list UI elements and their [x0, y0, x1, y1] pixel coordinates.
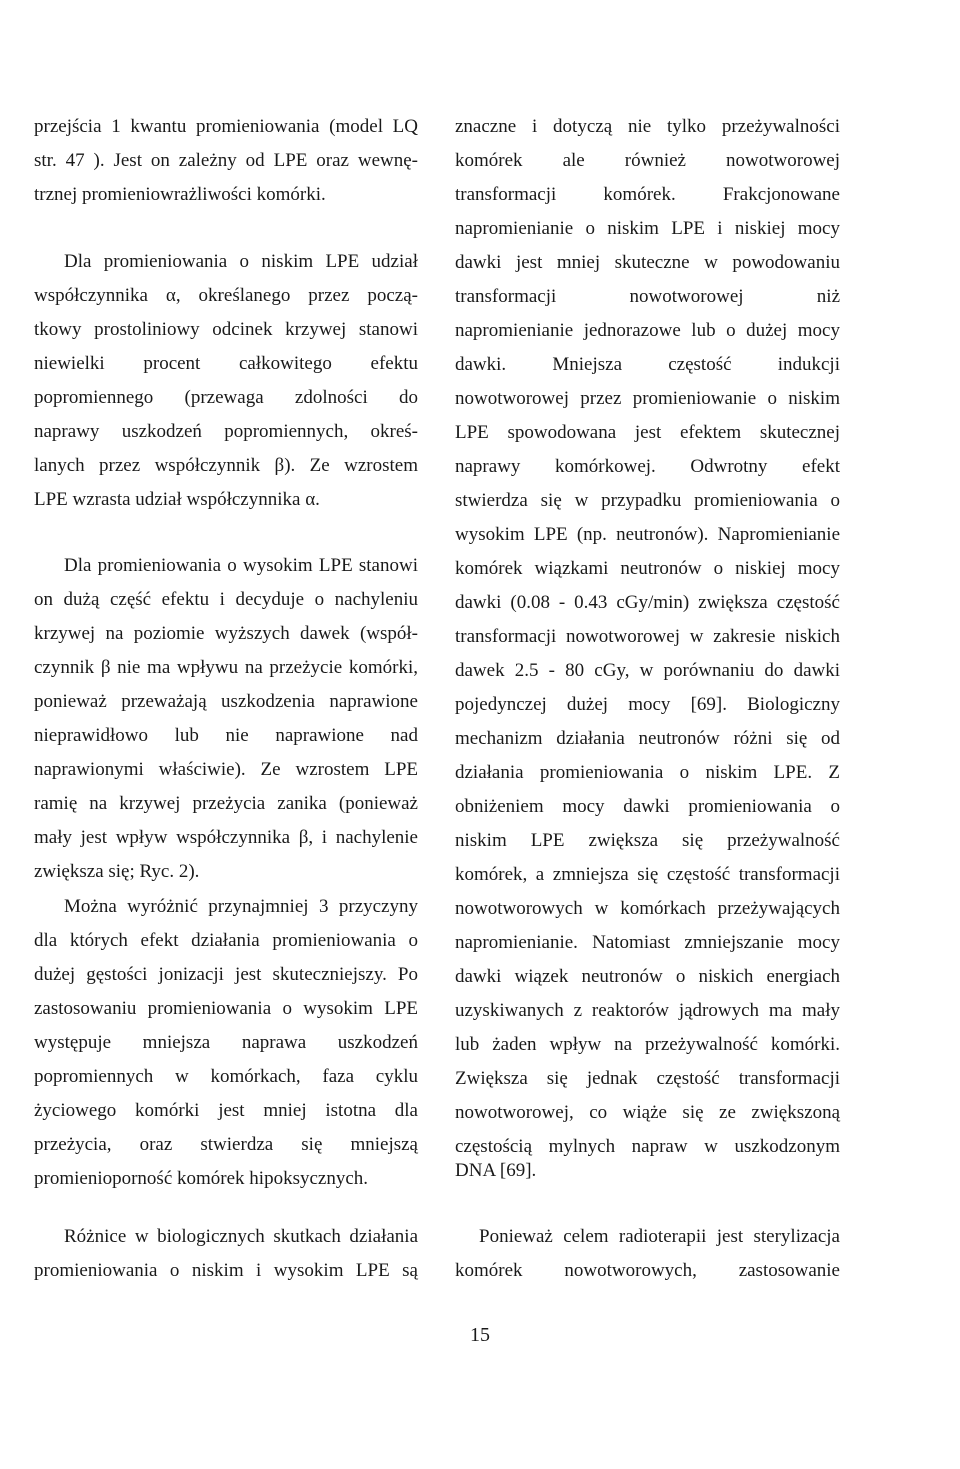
right-column-text-line: lub żaden wpływ na przeżywalność komórki. [455, 1034, 840, 1055]
right-column-text-line: niskim LPE zwiększa się przeżywalność [455, 830, 840, 851]
right-column-text-line: nowotworowych w komórkach przeżywających [455, 898, 840, 919]
right-column-text-line: LPE spowodowana jest efektem skutecznej [455, 422, 840, 443]
left-column-text-line: Różnice w biologicznych skutkach działania [64, 1226, 418, 1247]
right-column-text-line: transformacji komórek. Frakcjonowane [455, 184, 840, 205]
right-column-text-line: uzyskiwanych z reaktorów jądrowych ma mały [455, 1000, 840, 1021]
left-column-text-line: dużej gęstości jonizacji jest skuteczniejszy. Po [34, 964, 418, 985]
right-column-text-line: działania promieniowania o niskim LPE. Z [455, 762, 840, 783]
left-column-text-line: Dla promieniowania o wysokim LPE stanowi [64, 555, 418, 576]
left-column-text-line: nieprawidłowo lub nie naprawione nad [34, 725, 418, 746]
right-column-text-line: komórek, a zmniejsza się częstość transformacji [455, 864, 840, 885]
right-column-text-line: transformacji nowotworowej niż [455, 286, 840, 307]
right-column-text-line: pojedynczej dużej mocy [69]. Biologiczny [455, 694, 840, 715]
right-column-text-line: napromienianie o niskim LPE i niskiej mocy [455, 218, 840, 239]
left-column-text-line: naprawy uszkodzeń popromiennych, okreś- [34, 421, 418, 442]
left-column-text-line: popromiennych w komórkach, faza cyklu [34, 1066, 418, 1087]
right-column-text-line: dawki. Mniejsza częstość indukcji [455, 354, 840, 375]
right-column-text-line: komórek ale również nowotworowej [455, 150, 840, 171]
left-column-text-line: dla których efekt działania promieniowania o [34, 930, 418, 951]
left-column-text-line: przejścia 1 kwantu promieniowania (model LQ [34, 116, 418, 137]
right-column-text-line: Ponieważ celem radioterapii jest sterylizacja [479, 1226, 840, 1247]
right-column-text-line: komórek wiązkami neutronów o niskiej mocy [455, 558, 840, 579]
right-column-text-line: dawki (0.08 - 0.43 cGy/min) zwiększa częstość [455, 592, 840, 613]
left-column-text-line: zwiększa się; Ryc. 2). [34, 861, 200, 882]
left-column-text-line: popromiennego (przewaga zdolności do [34, 387, 418, 408]
right-column-text-line: napromienianie. Natomiast zmniejszanie mocy [455, 932, 840, 953]
left-column-text-line: ponieważ przeważają uszkodzenia naprawione [34, 691, 418, 712]
right-column-text-line: transformacji nowotworowej w zakresie niskich [455, 626, 840, 647]
left-column-text-line: życiowego komórki jest mniej istotna dla [34, 1100, 418, 1121]
left-column-text-line: naprawionymi właściwie). Ze wzrostem LPE [34, 759, 418, 780]
left-column-text-line: mały jest wpływ współczynnika β, i nachylenie [34, 827, 418, 848]
right-column-text-line: stwierdza się w przypadku promieniowania o [455, 490, 840, 511]
left-column-text-line: on dużą część efektu i decyduje o nachyleniu [34, 589, 418, 610]
left-column-text-line: str. 47 ). Jest on zależny od LPE oraz wewnę- [34, 150, 418, 171]
right-column-text-line: dawek 2.5 - 80 cGy, w porównaniu do dawki [455, 660, 840, 681]
right-column-text-line: nowotworowej, co wiąże się ze zwiększoną [455, 1102, 840, 1123]
left-column-text-line: występuje mniejsza naprawa uszkodzeń [34, 1032, 418, 1053]
right-column-text-line: częstością mylnych napraw w uszkodzonym [455, 1136, 840, 1157]
left-column-text-line: promienioporność komórek hipoksycznych. [34, 1168, 369, 1189]
right-column-text-line: wysokim LPE (np. neutronów). Napromienianie [455, 524, 840, 545]
left-column-text-line: niewielki procent całkowitego efektu [34, 353, 418, 374]
left-column-text-line: ramię na krzywej przeżycia zanika (ponieważ [34, 793, 418, 814]
right-column-text-line: znaczne i dotyczą nie tylko przeżywalności [455, 116, 840, 137]
left-column-text-line: LPE wzrasta udział współczynnika α. [34, 489, 320, 510]
right-column-text-line: Zwiększa się jednak częstość transformacji [455, 1068, 840, 1089]
left-column-text-line: Dla promieniowania o niskim LPE udział [64, 251, 418, 272]
left-column-text-line: krzywej na poziomie wyższych dawek (współ- [34, 623, 418, 644]
right-column [455, 0, 840, 1300]
left-column-text-line: promieniowania o niskim i wysokim LPE są [34, 1260, 418, 1281]
left-column-text-line: trznej promieniowrażliwości komórki. [34, 184, 326, 205]
left-column-text-line: Można wyróżnić przynajmniej 3 przyczyny [64, 896, 418, 917]
right-column-text-line: nowotworowej przez promieniowanie o niskim [455, 388, 840, 409]
left-column-text-line: tkowy prostoliniowy odcinek krzywej stanowi [34, 319, 418, 340]
right-column-text-line: naprawy komórkowej. Odwrotny efekt [455, 456, 840, 477]
right-column-text-line: dawki jest mniej skuteczne w powodowaniu [455, 252, 840, 273]
right-column-text-line: komórek nowotworowych, zastosowanie [455, 1260, 840, 1281]
left-column-text-line: zastosowaniu promieniowania o wysokim LPE [34, 998, 418, 1019]
left-column-text-line: lanych przez współczynnik β). Ze wzrostem [34, 455, 418, 476]
left-column-text-line: współczynnika α, określanego przez począ- [34, 285, 418, 306]
right-column-text-line: dawki wiązek neutronów o niskich energiach [455, 966, 840, 987]
right-column-text-line: mechanizm działania neutronów różni się od [455, 728, 840, 749]
left-column-text-line: przeżycia, oraz stwierdza się mniejszą [34, 1134, 418, 1155]
left-column [34, 0, 418, 1300]
right-column-text-line: obniżeniem mocy dawki promieniowania o [455, 796, 840, 817]
right-column-text-line: napromienianie jednorazowe lub o dużej mocy [455, 320, 840, 341]
page-number: 15 [470, 1324, 490, 1346]
right-column-text-line: DNA [69]. [455, 1160, 537, 1181]
left-column-text-line: czynnik β nie ma wpływu na przeżycie komórki, [34, 657, 418, 678]
